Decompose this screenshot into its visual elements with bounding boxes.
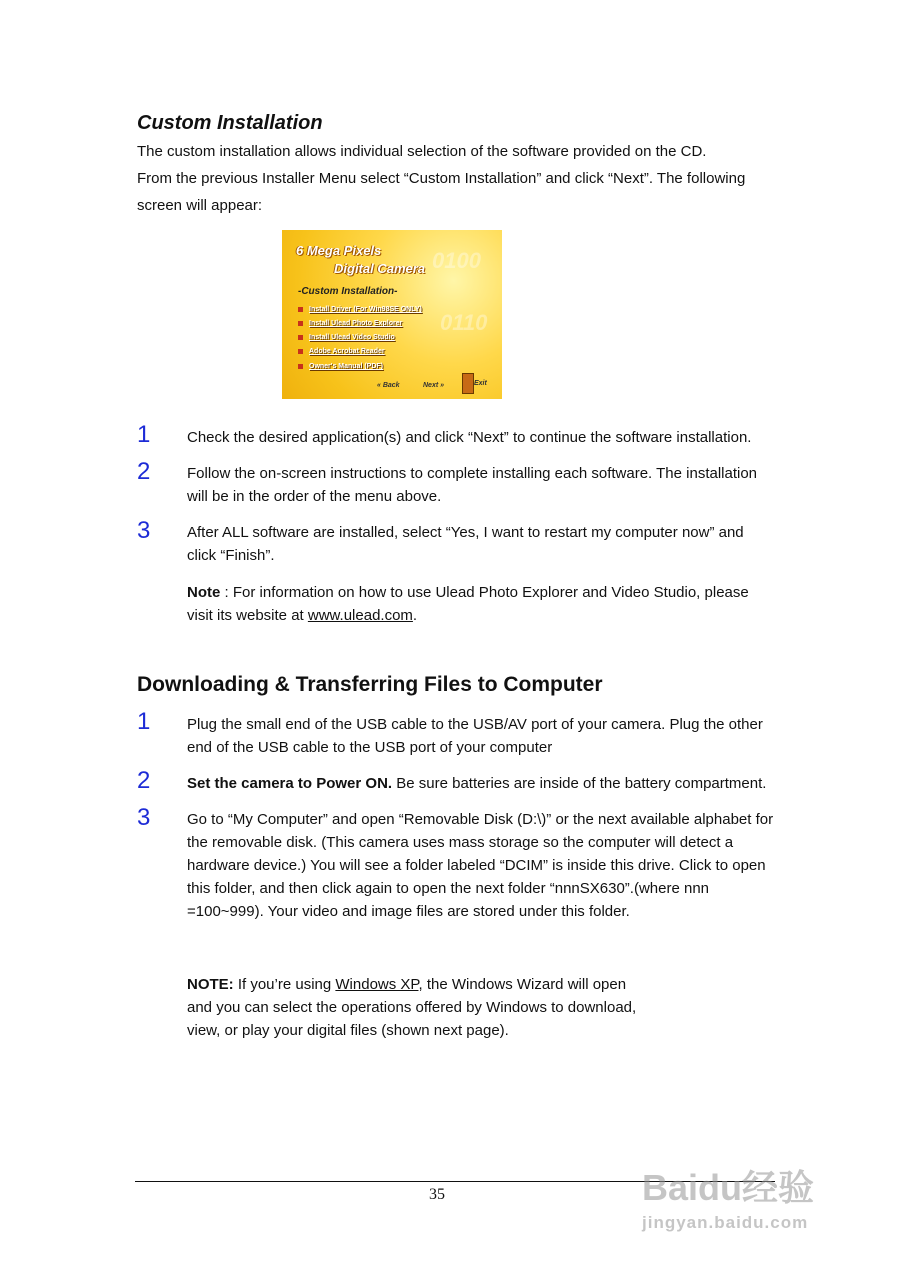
note-windows-xp [187, 973, 657, 1042]
installer-exit-button[interactable]: Exit [474, 380, 487, 387]
intro-line-3: screen will appear: [137, 197, 263, 214]
installer-item-photo-explorer[interactable] [298, 320, 402, 327]
section-title-custom-installation: Custom Installation [137, 112, 323, 134]
step-number: 1 [137, 708, 151, 735]
bullet-icon [298, 321, 303, 326]
intro-line-2: From the previous Installer Menu select “Custom Installation” and click “Next”. The following [137, 170, 746, 187]
installer-item-label: Owner's Manual (PDF) [309, 363, 384, 370]
step-text: Plug the small end of the USB cable to the USB/AV port of your camera. Plug the other end of the USB cable to the USB port of your computer [187, 716, 763, 756]
installer-item-label: Install Ulead Photo Explorer [309, 320, 403, 327]
intro-paragraph [137, 138, 787, 219]
note-xp-line1-end: , the Windows Wizard will open [418, 976, 627, 993]
watermark-brand: Baidu经验 [642, 1167, 815, 1208]
note-xp-line-2: and you can select the operations offered by Windows to download, [187, 999, 637, 1016]
step-text: After ALL software are installed, select “Yes, I want to restart my computer now” and click “Finish”. [187, 524, 744, 564]
step-number: 3 [137, 517, 151, 544]
page-number: 35 [429, 1186, 445, 1203]
step-bold-text: Set the camera to Power ON. [187, 775, 393, 792]
step-number: 1 [137, 421, 151, 448]
bullet-icon [298, 335, 303, 340]
installer-screenshot [282, 230, 502, 399]
watermark-url: jingyan.baidu.com [642, 1213, 809, 1232]
installer-back-button[interactable]: « Back [377, 382, 400, 389]
note-end: . [412, 607, 418, 624]
bullet-icon [298, 307, 303, 312]
step-text: Go to “My Computer” and open “Removable Disk (D:\)” or the next available alphabet for the removable disk. (This camera uses mass storage so the computer will detect a hardware device.) You will see a folder labeled “DCIM” is inside this drive. Click to open this folder, and then click again to open the next folder “nnnSX630”.(where nnn =100~999). Your video and image files are stored under this folder. [187, 811, 774, 920]
installer-item-install-driver[interactable] [298, 306, 422, 313]
note-xp-label: NOTE: [187, 976, 234, 993]
step-rest-text: Be sure batteries are inside of the battery compartment. [392, 775, 767, 792]
installer-item-manual[interactable] [298, 363, 383, 370]
installer-bg-number: 0110 [440, 310, 488, 335]
note-ulead [187, 581, 777, 627]
installer-item-video-studio[interactable] [298, 334, 395, 341]
step-text: Follow the on-screen instructions to complete installing each software. The installation will be in the order of the menu above. [187, 465, 758, 505]
installer-item-acrobat[interactable] [298, 348, 385, 355]
note-text: : For information on how to use Ulead Photo Explorer and Video Studio, please visit its website at [187, 584, 749, 624]
installer-item-label: Adobe Acrobat Reader [309, 348, 385, 355]
section-title-downloading: Downloading & Transferring Files to Computer [137, 673, 603, 696]
door-icon [462, 373, 474, 394]
windows-xp-link[interactable]: Windows XP [335, 976, 419, 993]
note-label: Note [187, 584, 221, 601]
note-xp-line-3: view, or play your digital files (shown next page). [187, 1022, 509, 1039]
installer-next-button[interactable]: Next » [423, 382, 445, 389]
step-number: 2 [137, 458, 151, 485]
step-number: 2 [137, 767, 151, 794]
installer-bg-number: 0100 [432, 248, 481, 273]
step-number: 3 [137, 804, 151, 831]
installer-item-label: Install Ulead Video Studio [309, 334, 395, 341]
step-text: Check the desired application(s) and click “Next” to continue the software installation. [187, 429, 752, 446]
installer-subtitle: -Custom Installation- [298, 286, 398, 297]
bullet-icon [298, 349, 303, 354]
note-xp-pre: If you’re using [233, 976, 336, 993]
intro-line-1: The custom installation allows individual selection of the software provided on the CD. [137, 143, 707, 160]
note-xp-line-1 [187, 973, 657, 996]
installer-item-label: Install Driver (For Win98SE ONLY) [309, 306, 422, 313]
step-text [187, 772, 777, 795]
installer-title-line1: 6 Mega Pixels [296, 243, 382, 258]
installer-title-line2: Digital Camera [334, 261, 426, 276]
bullet-icon [298, 364, 303, 369]
ulead-link[interactable]: www.ulead.com [307, 607, 413, 624]
